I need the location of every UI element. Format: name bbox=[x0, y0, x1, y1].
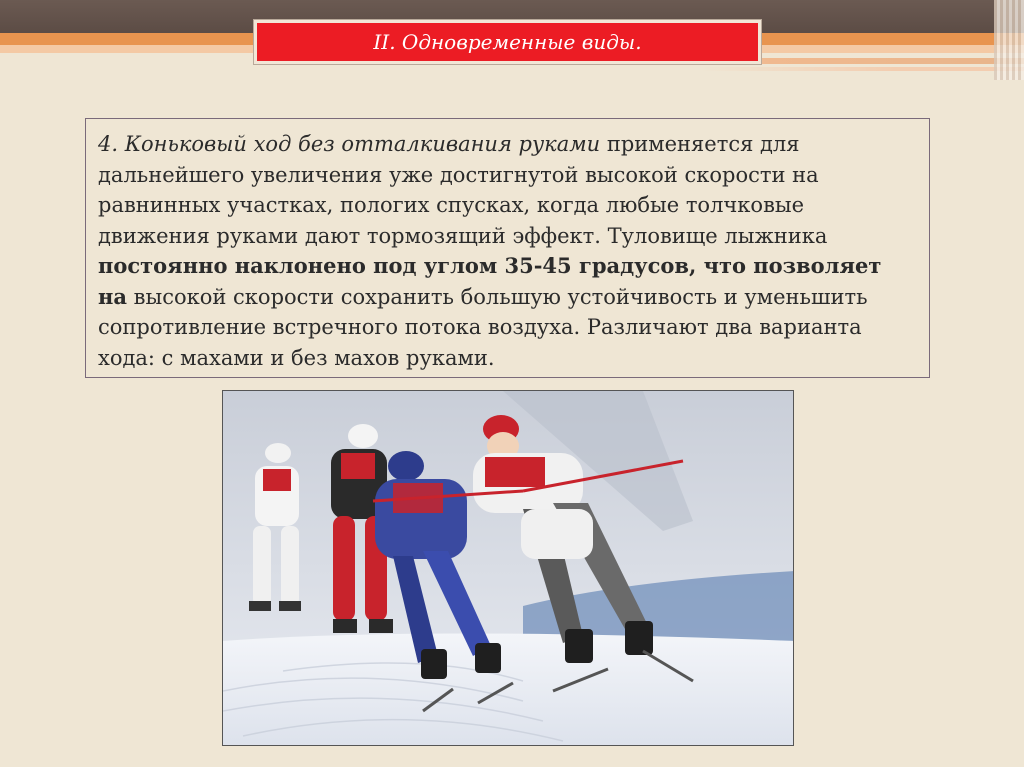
bold-text: постоянно наклонено под углом 35-45 градусов, что позволяет на bbox=[98, 253, 882, 309]
slide-title bbox=[254, 20, 761, 64]
right-edge-decor bbox=[994, 0, 1024, 80]
italic-lead: 4. Коньковый ход без отталкивания руками bbox=[98, 132, 601, 156]
slide-title-text: II. Одновременные виды. bbox=[373, 30, 642, 54]
thin-stripe-2 bbox=[700, 67, 1024, 71]
body-text-box bbox=[85, 118, 930, 378]
ski-photo-illustration bbox=[223, 391, 794, 746]
ski-racers-photo bbox=[222, 390, 794, 746]
body-text-1: применяется для дальнейшего увеличения уже достигнутой высокой скорости на равнинных участках, пологих спусках, когда любые толчковые движения руками дают тормозящий эффект. Туловище лыжника bbox=[98, 132, 828, 248]
body-text-2: высокой скорости сохранить большую устойчивость и уменьшить сопротивление встречного потока воздуха. Различают два варианта хода: с махами и без махов руками. bbox=[98, 284, 868, 370]
